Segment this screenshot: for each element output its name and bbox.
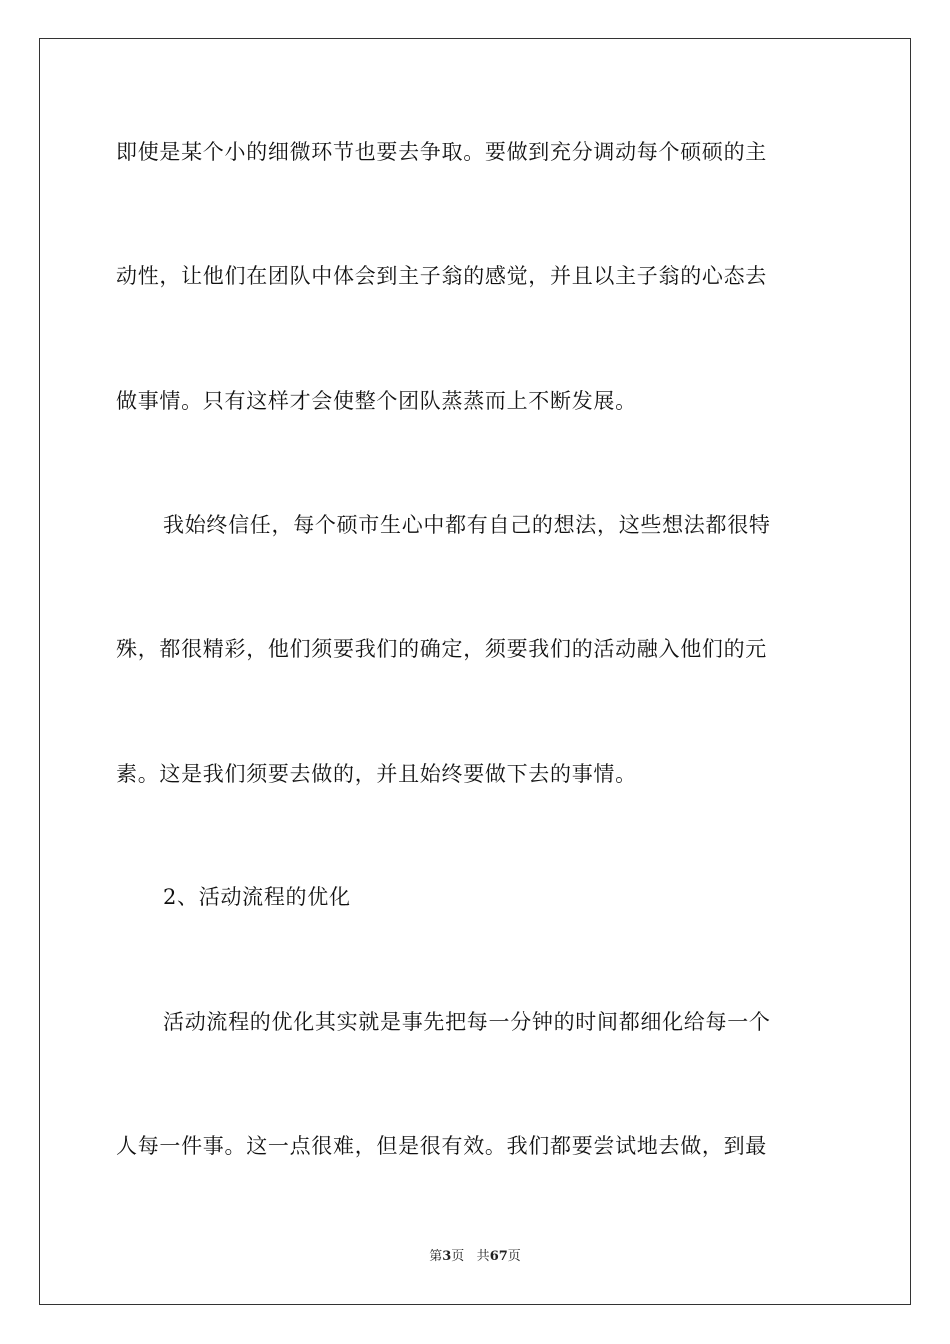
body-line-3: 做事情。只有这样才会使整个团队蒸蒸而上不断发展。 <box>116 389 637 413</box>
footer-total-suffix: 页 <box>507 1249 521 1264</box>
body-line-4: 我始终信任，每个硕市生心中都有自己的想法，这些想法都很特 <box>163 513 771 537</box>
page-border <box>39 38 911 1305</box>
page-footer <box>0 1249 950 1265</box>
footer-total-pages: 67 <box>489 1249 508 1264</box>
body-line-8: 活动流程的优化其实就是事先把每一分钟的时间都细化给每一个 <box>163 1010 771 1034</box>
body-line-2: 动性，让他们在团队中体会到主子翁的感觉，并且以主子翁的心态去 <box>116 264 767 288</box>
body-line-5: 殊，都很精彩，他们须要我们的确定，须要我们的活动融入他们的元 <box>116 637 767 661</box>
footer-page-suffix: 页 <box>451 1249 465 1264</box>
body-line-9: 人每一件事。这一点很难，但是很有效。我们都要尝试地去做，到最 <box>116 1134 767 1158</box>
footer-page-prefix: 第 <box>429 1249 443 1264</box>
body-line-6: 素。这是我们须要去做的，并且始终要做下去的事情。 <box>116 762 637 786</box>
footer-total-prefix: 共 <box>476 1249 490 1264</box>
body-line-1: 即使是某个小的细微环节也要去争取。要做到充分调动每个硕硕的主 <box>116 140 767 164</box>
section-heading: 2、活动流程的优化 <box>163 885 351 909</box>
footer-page-number: 3 <box>442 1249 452 1264</box>
